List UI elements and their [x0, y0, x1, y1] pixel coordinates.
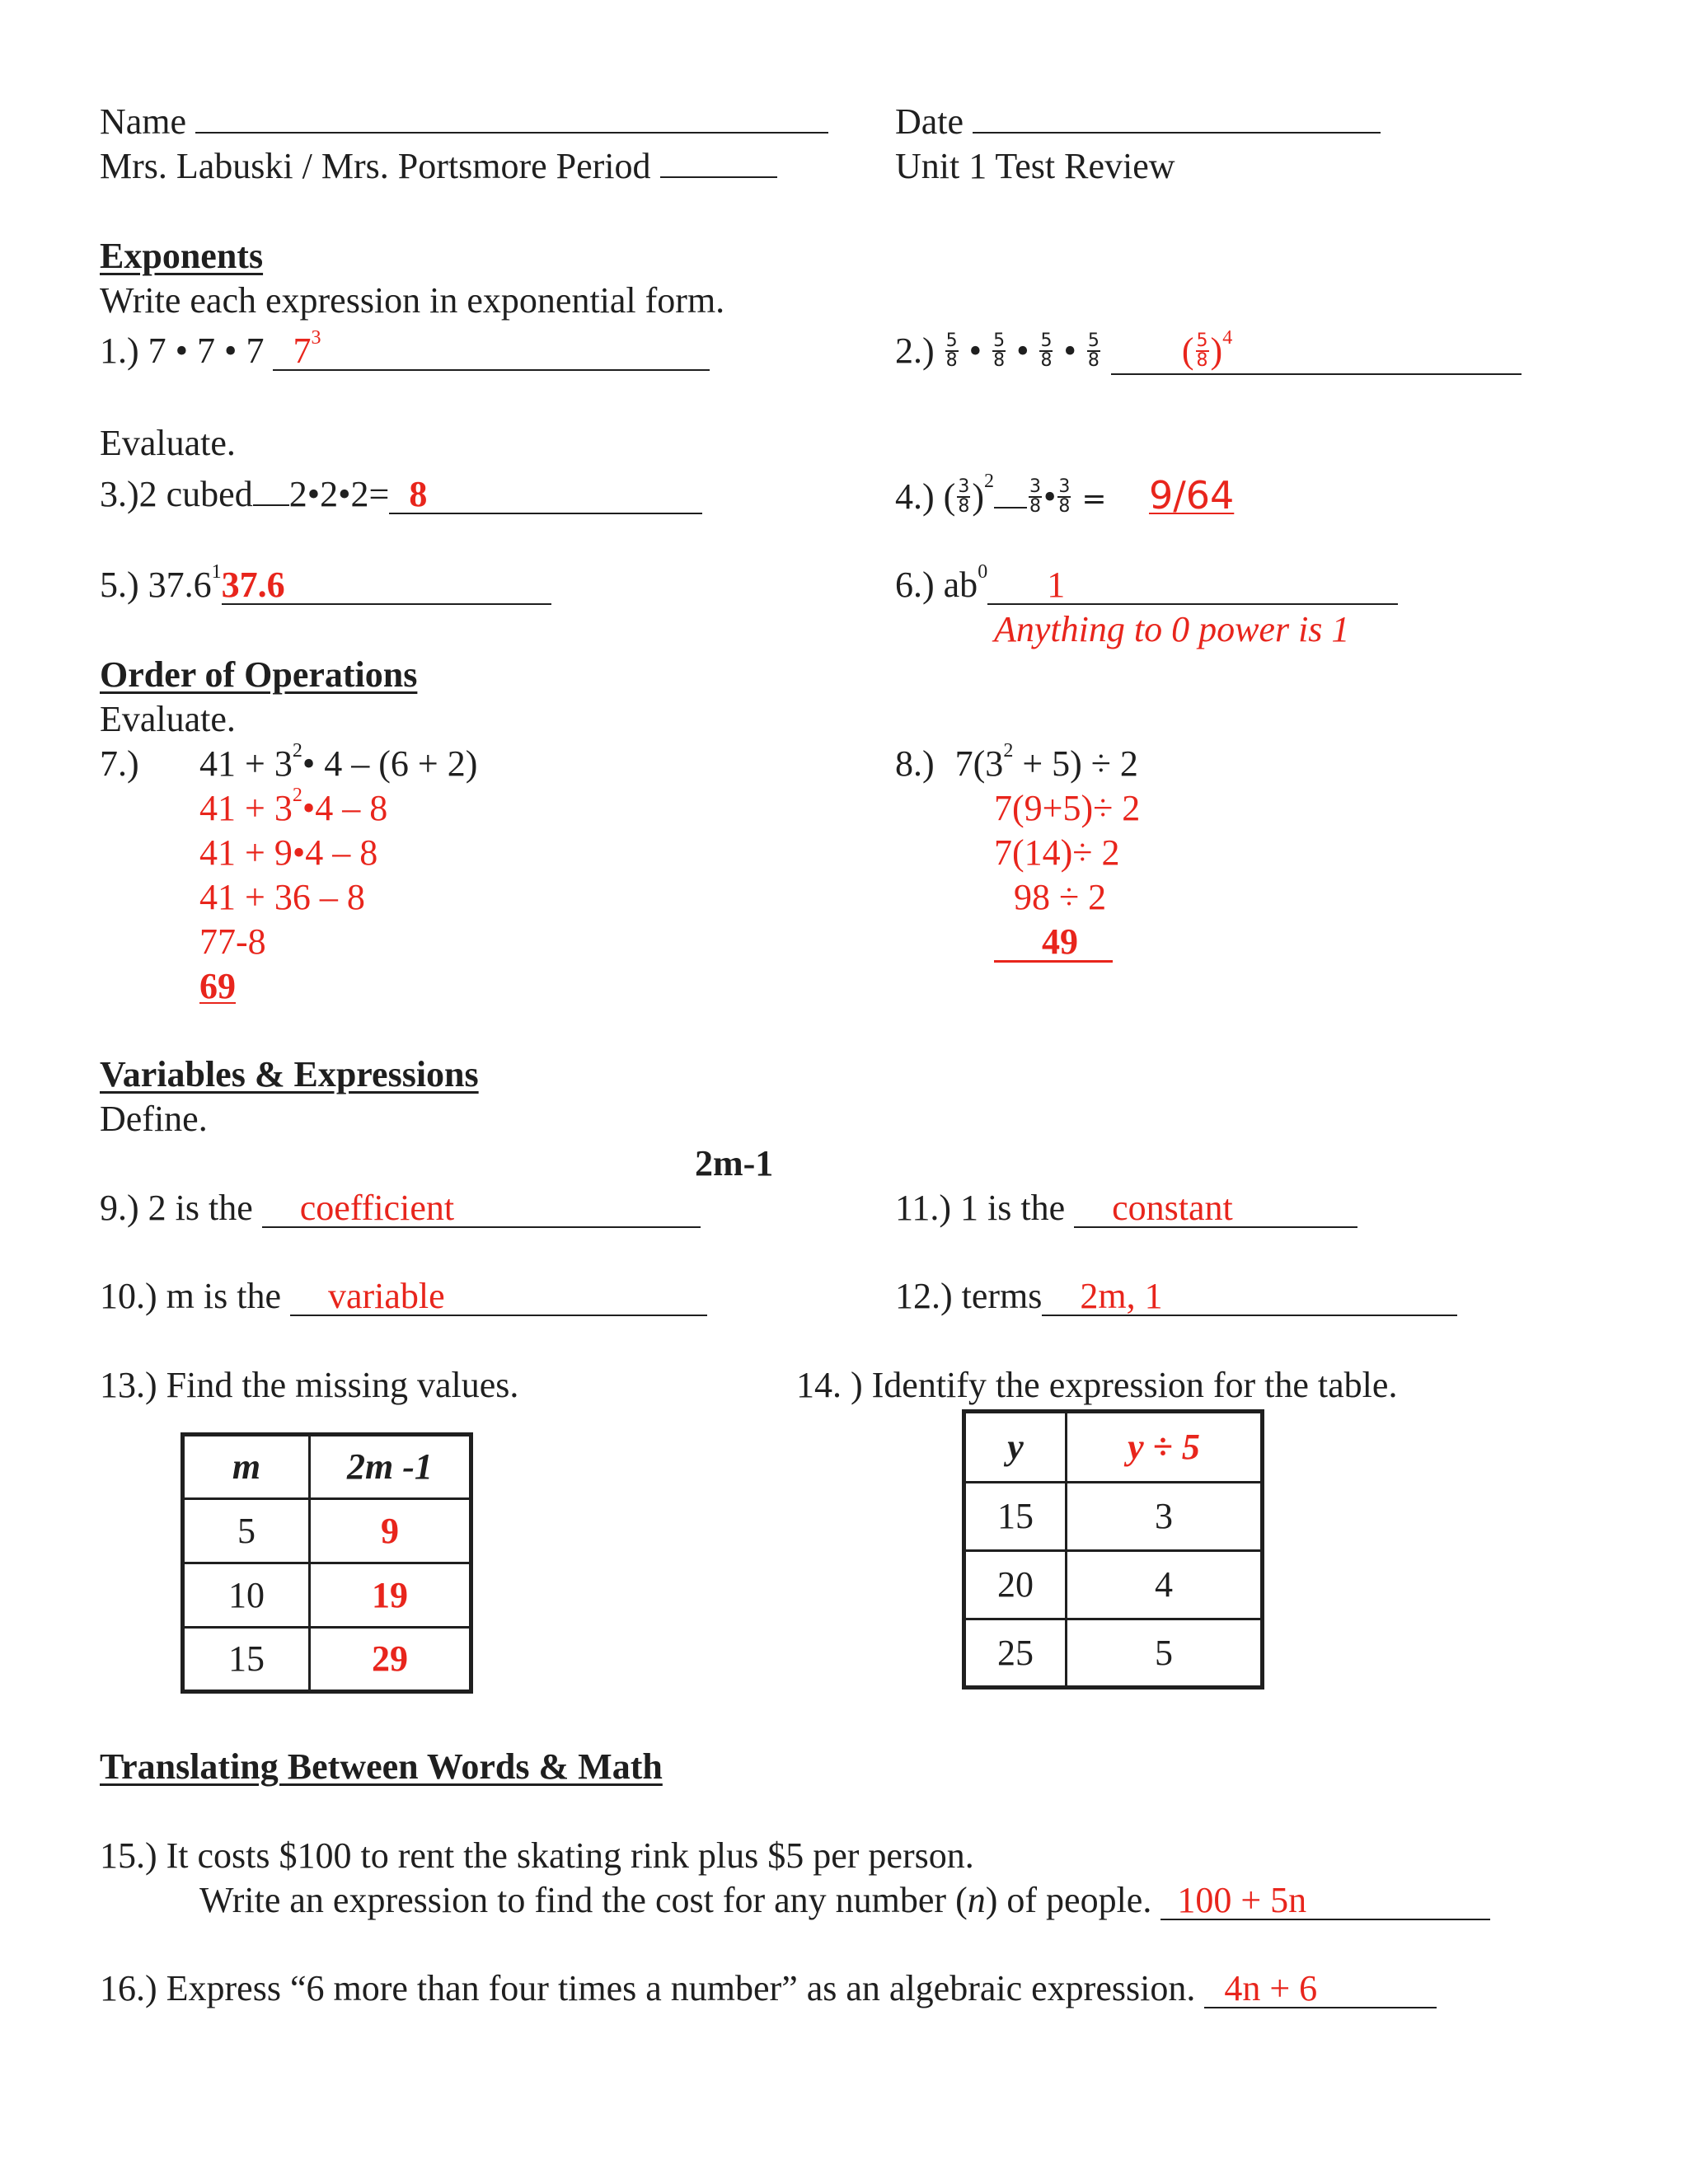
evaluate-instruction: Evaluate. — [100, 423, 236, 463]
answer-cell[interactable]: 19 — [310, 1563, 471, 1628]
answer-11: constant — [1112, 1188, 1233, 1228]
answer-9-blank[interactable] — [262, 1190, 701, 1228]
question-15: 15.) It costs $100 to rent the skating rink plus $5 per person. — [100, 1835, 974, 1876]
table-cell: 3 — [1067, 1483, 1263, 1551]
table-cell: 5 — [1067, 1619, 1263, 1688]
table-header-row — [964, 1412, 1263, 1483]
question-6: 6.) $ab^0$ 1 — [895, 567, 1398, 605]
order-heading: Order of Operations — [100, 654, 418, 695]
answer-11-blank[interactable] — [1074, 1190, 1357, 1228]
period-blank[interactable] — [660, 176, 777, 178]
answer-6-blank[interactable] — [987, 567, 1398, 605]
question-4: 4.) ( $\frac{3}{8}$ )$^2$ $\frac{3}{8}$ • $\frac{3}{8}$ = 9/64 — [895, 471, 1235, 518]
question-8-step: 7(9+5)÷ 2 — [994, 788, 1141, 828]
answer-9: coefficient — [299, 1188, 455, 1228]
answer-12: 2m, 1 — [1080, 1276, 1163, 1316]
teachers-line: Mrs. Labuski / Mrs. Portsmore Period — [100, 148, 777, 185]
expression: 2m-1 — [695, 1143, 774, 1183]
table-cell: 5 — [183, 1499, 310, 1563]
translating-heading: Translating Between Words & Math — [100, 1746, 663, 1787]
fraction: $\frac{5}{8}$ — [1087, 330, 1100, 371]
table-cell: 4 — [1067, 1551, 1263, 1619]
table-row — [964, 1551, 1263, 1619]
question-5: 5.) 37.6$^1$37.6 — [100, 567, 551, 605]
question-13: 13.) Find the missing values. — [100, 1365, 519, 1405]
question-16: 16.) Express “6 more than four times a number” as an algebraic expression. 4n + 6 — [100, 1971, 1437, 2008]
answer-15-blank[interactable] — [1160, 1882, 1490, 1920]
answer-7: 69 — [199, 966, 236, 1006]
variables-heading: Variables & Expressions — [100, 1054, 479, 1094]
table-cell: 15 — [183, 1628, 310, 1692]
answer-16: 4n + 6 — [1224, 1968, 1318, 2008]
order-instruction: Evaluate. — [100, 699, 236, 739]
fraction: $\frac{5}{8}$ — [945, 330, 958, 371]
answer-1-blank[interactable] — [273, 327, 710, 371]
answer-10-blank[interactable] — [290, 1278, 707, 1316]
date-blank[interactable] — [973, 132, 1381, 134]
answer-8: 49 — [994, 924, 1113, 963]
question-3: 3.)2 cubed 2•2•2= 8 — [100, 476, 702, 514]
table-cell: 20 — [964, 1551, 1067, 1619]
question-8: 8.) $7(3^2 + 5) \div 2$ — [895, 740, 1138, 784]
answer-header[interactable]: y ÷ 5 — [1067, 1412, 1263, 1483]
page-title: Unit 1 Test Review — [895, 146, 1175, 186]
question-15-prompt: Write an expression to find the cost for any number (n) of people. 100 + 5n — [199, 1882, 1490, 1920]
question-7-step: $41 + 3^2•4 - 8$ — [199, 785, 388, 828]
table-header: m — [183, 1435, 310, 1499]
name-blank[interactable] — [195, 132, 828, 134]
answer-5-blank[interactable] — [222, 567, 551, 605]
answer-2-blank[interactable] — [1111, 327, 1522, 375]
table-row — [183, 1628, 471, 1692]
fraction: $\frac{5}{8}$ — [993, 330, 1006, 371]
table-row — [183, 1499, 471, 1563]
name-field[interactable]: Name — [100, 104, 828, 140]
answer-16-blank[interactable] — [1204, 1968, 1437, 2008]
date-field[interactable]: Date — [895, 104, 1381, 140]
question-8-step: 7(14)÷ 2 — [994, 832, 1120, 873]
answer-12-blank[interactable] — [1042, 1278, 1457, 1316]
exponents-instruction: Write each expression in exponential form. — [100, 280, 725, 321]
table-cell: 10 — [183, 1563, 310, 1628]
answer-cell[interactable]: 9 — [310, 1499, 471, 1563]
table-13 — [181, 1432, 473, 1694]
answer-6: 1 — [1047, 565, 1066, 605]
answer-15: 100 + 5n — [1177, 1880, 1307, 1920]
table-row — [183, 1563, 471, 1628]
table-cell: 25 — [964, 1619, 1067, 1688]
question-2: 2.) $\frac{5}{8}$ • $\frac{5}{8}$ • $\frac{5}{8}$ • $\frac{5}{8}$ ( $\frac{5}{8}$ )$^4$ — [895, 333, 1522, 375]
question-11: 11.) 1 is the constant — [895, 1190, 1357, 1228]
answer-3: 8 — [409, 474, 428, 514]
answer-6-note: Anything to 0 power is 1 — [994, 609, 1350, 649]
answer-3-blank[interactable] — [389, 476, 702, 514]
table-row — [964, 1619, 1263, 1688]
question-10: 10.) m is the variable — [100, 1278, 707, 1316]
table-cell: 15 — [964, 1483, 1067, 1551]
question-8-step: 98 ÷ 2 — [1014, 877, 1107, 917]
question-1: 1.) 7 • 7 • 7 $7^3$ — [100, 333, 710, 371]
fraction: $\frac{5}{8}$ — [1040, 330, 1053, 371]
answer-1: $7^3$ — [293, 327, 321, 371]
table-14 — [962, 1409, 1264, 1690]
answer-4: 9/64 — [1148, 473, 1235, 518]
table-header: y — [964, 1412, 1067, 1483]
question-12: 12.) terms 2m, 1 — [895, 1278, 1457, 1316]
question-7-step: 41 + 36 – 8 — [199, 877, 365, 917]
question-7-step: 77-8 — [199, 921, 266, 962]
answer-2: ( $\frac{5}{8}$ )$^4$ — [1181, 327, 1233, 371]
variables-instruction: Define. — [100, 1099, 208, 1139]
table-row — [964, 1483, 1263, 1551]
answer-cell[interactable]: 29 — [310, 1628, 471, 1692]
question-9: 9.) 2 is the coefficient — [100, 1190, 701, 1228]
question-7-label: 7.) — [100, 743, 139, 784]
table-header-row — [183, 1435, 471, 1499]
question-7-problem: $41 + 3^2•$ 4 – (6 + 2) — [199, 740, 478, 784]
answer-10: variable — [327, 1276, 445, 1316]
exponents-heading: Exponents — [100, 236, 264, 276]
table-header: 2m -1 — [310, 1435, 471, 1499]
question-7-step: 41 + 9•4 – 8 — [199, 832, 378, 873]
answer-5: 37.6 — [221, 565, 285, 605]
question-14: 14. ) Identify the expression for the table. — [796, 1365, 1398, 1405]
